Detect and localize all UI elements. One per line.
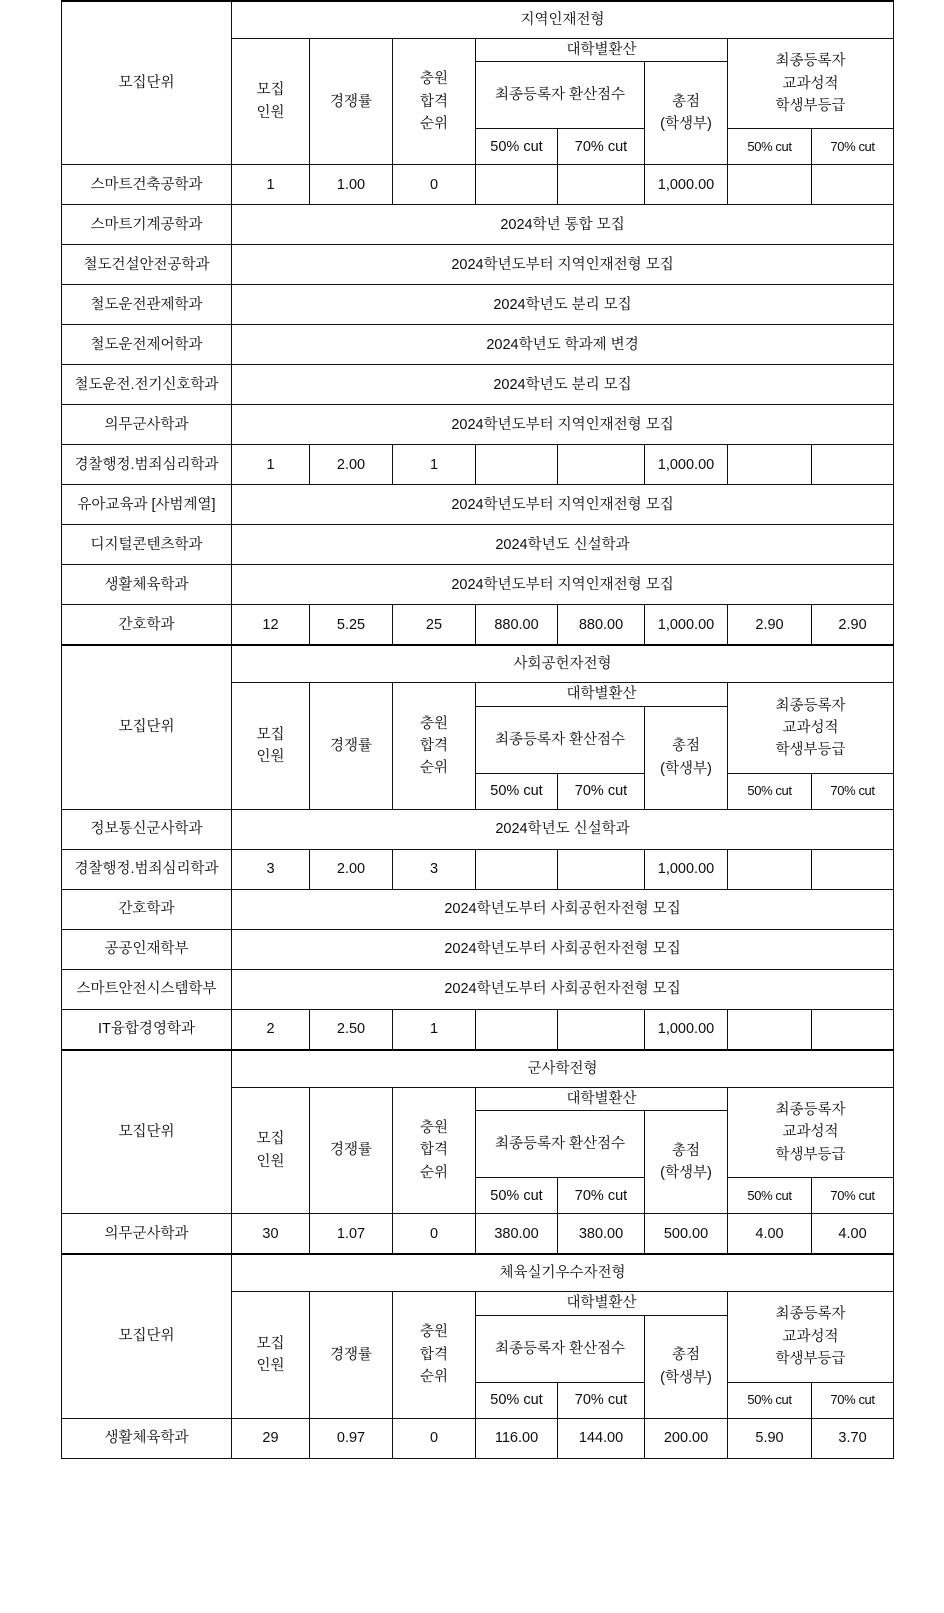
program-name-cell: 경찰행정.범죄심리학과 bbox=[62, 445, 232, 485]
stat-cell: 0 bbox=[393, 1214, 476, 1255]
col-header-quota bbox=[232, 683, 310, 809]
col-header-waitlist bbox=[393, 39, 476, 165]
col-header-conv-70cut: 70% cut bbox=[558, 1178, 645, 1214]
col-header-waitlist bbox=[393, 683, 476, 809]
quota-line-2: 인원 bbox=[256, 1358, 285, 1375]
stat-cell: 1,000.00 bbox=[645, 849, 728, 889]
col-header-final-score: 최종등록자 환산점수 bbox=[476, 1315, 645, 1382]
quota-line-1: 모집 bbox=[256, 82, 285, 99]
total-line-1: 총점 bbox=[671, 1347, 700, 1364]
col-header-grade-50cut: 50% cut bbox=[728, 129, 812, 165]
stat-cell: 1 bbox=[232, 165, 310, 205]
col-header-grade-70cut: 70% cut bbox=[812, 1382, 894, 1418]
stat-cell: 1,000.00 bbox=[645, 445, 728, 485]
col-header-total bbox=[645, 1111, 728, 1214]
section-title-row bbox=[62, 1, 894, 39]
waitlist-line-1: 충원 bbox=[419, 1324, 448, 1341]
stat-cell: 1 bbox=[393, 445, 476, 485]
stat-cell bbox=[728, 849, 812, 889]
total-line-2: (학생부) bbox=[660, 760, 712, 777]
stat-cell: 380.00 bbox=[476, 1214, 558, 1255]
stat-cell: 2.90 bbox=[728, 605, 812, 646]
grade-line-1: 최종등록자 bbox=[775, 1101, 846, 1118]
stat-cell: 1 bbox=[232, 445, 310, 485]
unit-header-cell: 모집단위 bbox=[62, 1, 232, 165]
table-row bbox=[62, 849, 894, 889]
stat-cell: 0.97 bbox=[310, 1418, 393, 1458]
total-line-2: (학생부) bbox=[660, 1165, 712, 1182]
program-name-cell: 의무군사학과 bbox=[62, 1214, 232, 1255]
stat-cell bbox=[476, 165, 558, 205]
col-header-final-grade bbox=[728, 1292, 894, 1382]
stat-cell bbox=[558, 165, 645, 205]
waitlist-line-1: 충원 bbox=[419, 1119, 448, 1136]
grade-line-3: 학생부등급 bbox=[775, 742, 846, 759]
program-name-cell: 철도운전.전기신호학과 bbox=[62, 365, 232, 405]
total-line-2: (학생부) bbox=[660, 116, 712, 133]
col-header-quota bbox=[232, 1087, 310, 1213]
grade-line-3: 학생부등급 bbox=[775, 1146, 846, 1163]
waitlist-line-1: 충원 bbox=[419, 715, 448, 732]
table-row bbox=[62, 325, 894, 365]
stat-cell: 4.00 bbox=[812, 1214, 894, 1255]
grade-line-2: 교과성적 bbox=[782, 1124, 839, 1141]
program-name-cell: 간호학과 bbox=[62, 605, 232, 646]
stat-cell: 3.70 bbox=[812, 1418, 894, 1458]
col-header-waitlist bbox=[393, 1087, 476, 1213]
col-header-univ-conversion: 대학별환산 bbox=[476, 1292, 728, 1315]
program-note-cell: 2024학년도부터 사회공헌자전형 모집 bbox=[232, 929, 894, 969]
grade-line-2: 교과성적 bbox=[782, 75, 839, 92]
track-title: 체육실기우수자전형 bbox=[232, 1254, 894, 1292]
stat-cell: 1,000.00 bbox=[645, 165, 728, 205]
stat-cell bbox=[812, 1009, 894, 1050]
table-row bbox=[62, 605, 894, 646]
table-row bbox=[62, 565, 894, 605]
col-header-conv-50cut: 50% cut bbox=[476, 129, 558, 165]
col-header-grade-50cut: 50% cut bbox=[728, 1382, 812, 1418]
col-header-final-grade bbox=[728, 1087, 894, 1177]
total-line-1: 총점 bbox=[671, 1142, 700, 1159]
program-note-cell: 2024학년도부터 지역인재전형 모집 bbox=[232, 485, 894, 525]
table-row bbox=[62, 1418, 894, 1458]
program-name-cell: 스마트기계공학과 bbox=[62, 205, 232, 245]
quota-line-2: 인원 bbox=[256, 749, 285, 766]
stat-cell: 0 bbox=[393, 1418, 476, 1458]
program-note-cell: 2024학년도 학과제 변경 bbox=[232, 325, 894, 365]
stat-cell: 880.00 bbox=[558, 605, 645, 646]
col-header-conv-70cut: 70% cut bbox=[558, 773, 645, 809]
quota-line-2: 인원 bbox=[256, 1153, 285, 1170]
program-note-cell: 2024학년도 분리 모집 bbox=[232, 285, 894, 325]
stat-cell: 1.00 bbox=[310, 165, 393, 205]
stat-cell bbox=[558, 849, 645, 889]
col-header-grade-70cut: 70% cut bbox=[812, 773, 894, 809]
stat-cell: 3 bbox=[393, 849, 476, 889]
col-header-conv-70cut: 70% cut bbox=[558, 129, 645, 165]
program-note-cell: 2024학년도 신설학과 bbox=[232, 809, 894, 849]
total-line-1: 총점 bbox=[671, 738, 700, 755]
stat-cell: 12 bbox=[232, 605, 310, 646]
stat-cell bbox=[476, 1009, 558, 1050]
col-header-univ-conversion: 대학별환산 bbox=[476, 39, 728, 62]
admissions-statistics-table bbox=[61, 0, 894, 1459]
col-header-quota bbox=[232, 1292, 310, 1418]
table-row bbox=[62, 285, 894, 325]
program-name-cell: 정보통신군사학과 bbox=[62, 809, 232, 849]
quota-line-1: 모집 bbox=[256, 1131, 285, 1148]
col-header-grade-70cut: 70% cut bbox=[812, 129, 894, 165]
col-header-conv-50cut: 50% cut bbox=[476, 1178, 558, 1214]
col-header-conv-50cut: 50% cut bbox=[476, 773, 558, 809]
col-header-ratio: 경쟁률 bbox=[310, 1087, 393, 1213]
program-name-cell: 경찰행정.범죄심리학과 bbox=[62, 849, 232, 889]
grade-line-2: 교과성적 bbox=[782, 719, 839, 736]
track-title: 지역인재전형 bbox=[232, 1, 894, 39]
col-header-final-grade bbox=[728, 39, 894, 129]
stat-cell bbox=[476, 849, 558, 889]
table-row bbox=[62, 245, 894, 285]
program-name-cell: 유아교육과 [사범계열] bbox=[62, 485, 232, 525]
program-name-cell: 간호학과 bbox=[62, 889, 232, 929]
table-row bbox=[62, 205, 894, 245]
program-name-cell: 의무군사학과 bbox=[62, 405, 232, 445]
program-note-cell: 2024학년도 신설학과 bbox=[232, 525, 894, 565]
program-name-cell: 스마트안전시스템학부 bbox=[62, 969, 232, 1009]
quota-line-1: 모집 bbox=[256, 726, 285, 743]
section-title-row bbox=[62, 645, 894, 683]
stat-cell: 880.00 bbox=[476, 605, 558, 646]
table-row bbox=[62, 889, 894, 929]
col-header-total bbox=[645, 62, 728, 165]
unit-header-cell: 모집단위 bbox=[62, 1050, 232, 1214]
waitlist-line-2: 합격 bbox=[419, 93, 448, 110]
total-line-2: (학생부) bbox=[660, 1369, 712, 1386]
grade-line-2: 교과성적 bbox=[782, 1328, 839, 1345]
col-header-ratio: 경쟁률 bbox=[310, 1292, 393, 1418]
stat-cell bbox=[728, 1009, 812, 1050]
table-row bbox=[62, 405, 894, 445]
program-name-cell: 공공인재학부 bbox=[62, 929, 232, 969]
stat-cell bbox=[812, 165, 894, 205]
stat-cell: 116.00 bbox=[476, 1418, 558, 1458]
unit-header-cell: 모집단위 bbox=[62, 1254, 232, 1418]
stat-cell bbox=[812, 445, 894, 485]
stat-cell: 200.00 bbox=[645, 1418, 728, 1458]
total-line-1: 총점 bbox=[671, 94, 700, 110]
col-header-ratio: 경쟁률 bbox=[310, 39, 393, 165]
table-body bbox=[62, 1, 894, 1458]
stat-cell: 5.90 bbox=[728, 1418, 812, 1458]
stat-cell: 0 bbox=[393, 165, 476, 205]
waitlist-line-3: 순위 bbox=[419, 115, 448, 132]
unit-header-cell: 모집단위 bbox=[62, 645, 232, 809]
grade-line-1: 최종등록자 bbox=[775, 53, 846, 70]
program-name-cell: 디지털콘텐츠학과 bbox=[62, 525, 232, 565]
table-row bbox=[62, 1009, 894, 1050]
quota-line-1: 모집 bbox=[256, 1335, 285, 1352]
stat-cell: 2.50 bbox=[310, 1009, 393, 1050]
waitlist-line-2: 합격 bbox=[419, 1142, 448, 1159]
section-title-row bbox=[62, 1050, 894, 1088]
waitlist-line-1: 충원 bbox=[419, 71, 448, 88]
stat-cell bbox=[728, 445, 812, 485]
stat-cell bbox=[558, 445, 645, 485]
stat-cell: 2 bbox=[232, 1009, 310, 1050]
table-row bbox=[62, 929, 894, 969]
program-name-cell: 철도운전제어학과 bbox=[62, 325, 232, 365]
stat-cell: 380.00 bbox=[558, 1214, 645, 1255]
track-title: 사회공헌자전형 bbox=[232, 645, 894, 683]
stat-cell: 4.00 bbox=[728, 1214, 812, 1255]
program-note-cell: 2024학년도부터 사회공헌자전형 모집 bbox=[232, 889, 894, 929]
table-row bbox=[62, 525, 894, 565]
col-header-waitlist bbox=[393, 1292, 476, 1418]
grade-line-1: 최종등록자 bbox=[775, 1306, 846, 1323]
waitlist-line-3: 순위 bbox=[419, 760, 448, 777]
grade-line-1: 최종등록자 bbox=[775, 697, 846, 714]
stat-cell bbox=[728, 165, 812, 205]
waitlist-line-2: 합격 bbox=[419, 1346, 448, 1363]
col-header-total bbox=[645, 1315, 728, 1418]
col-header-conv-50cut: 50% cut bbox=[476, 1382, 558, 1418]
col-header-final-score: 최종등록자 환산점수 bbox=[476, 1111, 645, 1178]
col-header-final-grade bbox=[728, 683, 894, 773]
stat-cell: 144.00 bbox=[558, 1418, 645, 1458]
table-row bbox=[62, 809, 894, 849]
program-name-cell: 철도건설안전공학과 bbox=[62, 245, 232, 285]
table-row bbox=[62, 485, 894, 525]
col-header-quota bbox=[232, 39, 310, 165]
table-row bbox=[62, 165, 894, 205]
stat-cell: 1.07 bbox=[310, 1214, 393, 1255]
quota-line-2: 인원 bbox=[256, 104, 285, 121]
table-row bbox=[62, 1214, 894, 1255]
grade-line-3: 학생부등급 bbox=[775, 97, 846, 114]
stat-cell: 1 bbox=[393, 1009, 476, 1050]
stat-cell: 2.90 bbox=[812, 605, 894, 646]
stat-cell: 2.00 bbox=[310, 445, 393, 485]
waitlist-line-3: 순위 bbox=[419, 1164, 448, 1181]
col-header-grade-50cut: 50% cut bbox=[728, 1178, 812, 1214]
col-header-total bbox=[645, 706, 728, 809]
col-header-final-score: 최종등록자 환산점수 bbox=[476, 62, 645, 129]
stat-cell: 29 bbox=[232, 1418, 310, 1458]
stat-cell bbox=[812, 849, 894, 889]
col-header-conv-70cut: 70% cut bbox=[558, 1382, 645, 1418]
stat-cell: 1,000.00 bbox=[645, 1009, 728, 1050]
program-note-cell: 2024학년도부터 사회공헌자전형 모집 bbox=[232, 969, 894, 1009]
col-header-univ-conversion: 대학별환산 bbox=[476, 683, 728, 706]
grade-line-3: 학생부등급 bbox=[775, 1351, 846, 1368]
program-name-cell: 생활체육학과 bbox=[62, 1418, 232, 1458]
col-header-final-score: 최종등록자 환산점수 bbox=[476, 706, 645, 773]
stat-cell: 500.00 bbox=[645, 1214, 728, 1255]
col-header-ratio: 경쟁률 bbox=[310, 683, 393, 809]
program-name-cell: IT융합경영학과 bbox=[62, 1009, 232, 1050]
waitlist-line-2: 합격 bbox=[419, 737, 448, 754]
program-note-cell: 2024학년도 분리 모집 bbox=[232, 365, 894, 405]
col-header-grade-70cut: 70% cut bbox=[812, 1178, 894, 1214]
stat-cell: 1,000.00 bbox=[645, 605, 728, 646]
program-name-cell: 스마트건축공학과 bbox=[62, 165, 232, 205]
program-name-cell: 생활체육학과 bbox=[62, 565, 232, 605]
program-note-cell: 2024학년 통합 모집 bbox=[232, 205, 894, 245]
table-row bbox=[62, 445, 894, 485]
stat-cell bbox=[558, 1009, 645, 1050]
col-header-univ-conversion: 대학별환산 bbox=[476, 1087, 728, 1110]
stat-cell: 3 bbox=[232, 849, 310, 889]
program-note-cell: 2024학년도부터 지역인재전형 모집 bbox=[232, 245, 894, 285]
program-note-cell: 2024학년도부터 지역인재전형 모집 bbox=[232, 405, 894, 445]
program-name-cell: 철도운전관제학과 bbox=[62, 285, 232, 325]
stat-cell bbox=[476, 445, 558, 485]
stat-cell: 5.25 bbox=[310, 605, 393, 646]
stat-cell: 2.00 bbox=[310, 849, 393, 889]
section-title-row bbox=[62, 1254, 894, 1292]
program-note-cell: 2024학년도부터 지역인재전형 모집 bbox=[232, 565, 894, 605]
table-row bbox=[62, 365, 894, 405]
stat-cell: 30 bbox=[232, 1214, 310, 1255]
waitlist-line-3: 순위 bbox=[419, 1369, 448, 1386]
stat-cell: 25 bbox=[393, 605, 476, 646]
col-header-grade-50cut: 50% cut bbox=[728, 773, 812, 809]
table-row bbox=[62, 969, 894, 1009]
track-title: 군사학전형 bbox=[232, 1050, 894, 1088]
